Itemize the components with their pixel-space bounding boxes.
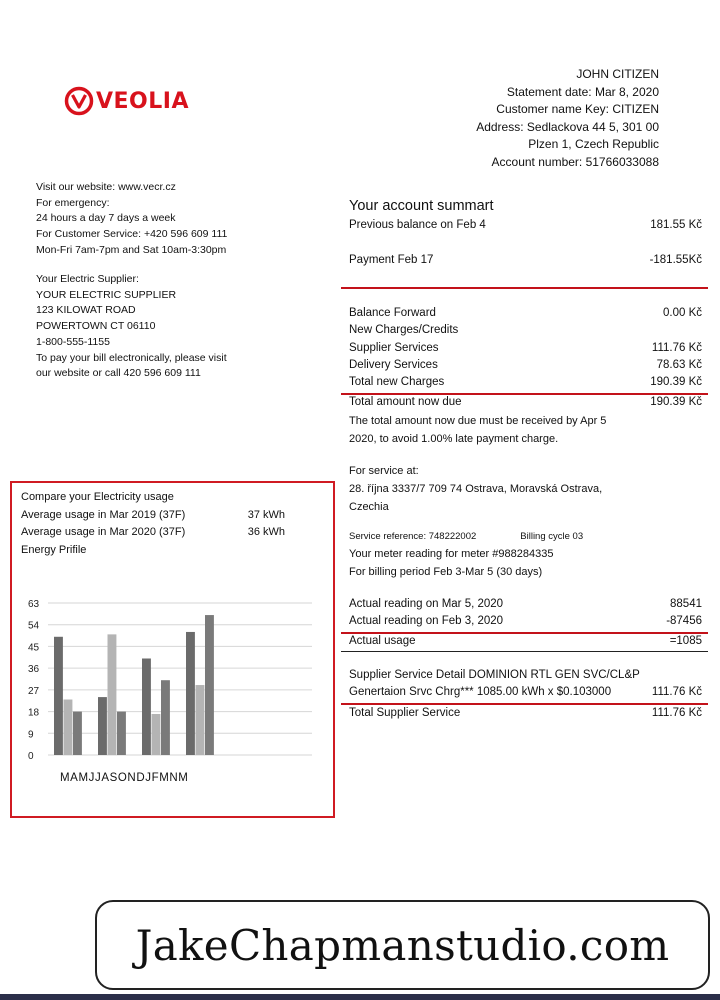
chart-y-tick-label: 45 [28,642,40,654]
due-note-line1: The total amount now due must be received by Apr 5 [349,415,607,427]
chart-bar [142,658,151,755]
chart-bar [152,714,161,755]
brand-name: VEOLIA [96,88,189,114]
balance-forward-value: 0.00 Kč [663,307,702,319]
supplier-city: POWERTOWN CT 06110 [36,320,156,333]
supplier-services-row [349,342,704,354]
billing-cycle: Billing cycle 03 [520,531,584,542]
reading-mar-value: 88541 [670,598,702,610]
delivery-services-row [349,359,704,371]
energy-profile-chart [12,583,333,783]
readings-divider [341,632,708,634]
chart-y-tick-label: 54 [28,620,40,632]
chart-bar [54,637,63,755]
supplier-detail-heading: Supplier Service Detail DOMINION RTL GEN SVC/CL&P [349,669,640,681]
avg-2020-value: 36 kWh [247,526,285,538]
chart-bar [161,680,170,755]
chart-y-tick-label: 0 [28,751,34,762]
chart-y-tick-label: 27 [28,685,40,697]
usage-text [21,489,285,559]
total-new-charges-value: 190.39 Kč [650,376,702,388]
generation-charge-label: Genertaion Srvc Chrg*** 1085.00 kWh x $0.103000 [349,686,612,698]
supplier-detail-heading-row [349,669,704,681]
total-due-value: 190.39 Kč [650,396,702,408]
supplier-info [36,272,227,382]
account-number: Account number: 51766033088 [491,154,659,169]
meter-reading-text: Your meter reading for meter #988284335 [349,548,554,560]
chart-bar [73,712,82,755]
billing-period-text: For billing period Feb 3-Mar 5 (30 days) [349,566,543,578]
energy-profile-label: Energy Prifile [21,543,87,556]
emergency-label: For emergency: [36,196,110,209]
total-supplier-label: Total Supplier Service [349,707,461,719]
actual-usage-row [349,635,704,647]
meter-info [349,545,704,581]
total-due-row [349,396,704,408]
new-charges-heading: New Charges/Credits [349,324,459,336]
supplier-name: YOUR ELECTRIC SUPPLIER [36,288,177,301]
veolia-logo [64,86,189,116]
usage-heading: Compare your Electricity usage [21,491,174,503]
service-address-line2: Czechia [349,501,389,513]
actual-usage-value: =1085 [669,635,702,647]
avg-2020-row [21,524,285,542]
total-supplier-row [349,707,704,719]
statement-date: Statement date: Mar 8, 2020 [506,84,659,99]
chart-x-category-labels: MAMJJASONDJFMNM [60,772,189,783]
payment-row [349,254,704,266]
watermark-box [95,900,710,990]
avg-2019-label: Average usage in Mar 2019 (37F) [21,508,186,521]
total-new-charges-row [349,376,704,388]
payment-value: -181.55Kč [649,254,702,266]
bottom-bar [0,994,720,1000]
chart-bar [205,615,214,755]
delivery-services-value: 78.63 Kč [656,359,702,371]
chart-y-tick-label: 36 [28,664,40,676]
reading-mar-label: Actual reading on Mar 5, 2020 [349,598,504,610]
balance-forward-label: Balance Forward [349,307,436,319]
reading-feb-row [349,615,704,627]
customer-info [476,66,659,171]
supplier-street: 123 KILOWAT ROAD [36,304,136,317]
pay-instruction-line1: To pay your bill electronically, please visit [36,351,227,364]
chart-bar [64,700,73,755]
watermark-text: JakeChapmanstudio.com [135,920,670,970]
generation-charge-value: 111.76 Kč [651,686,702,698]
due-note [349,412,704,448]
due-note-line2: 2020, to avoid 1.00% late payment charge. [349,433,559,445]
total-supplier-value: 111.76 Kč [651,707,702,719]
actual-usage-label: Actual usage [349,635,416,647]
chart-y-tick-label: 63 [28,599,40,610]
emergency-hours: 24 hours a day 7 days a week [36,212,176,225]
customer-address-line1: Address: Sedlackova 44 5, 301 00 [476,119,659,134]
reading-feb-label: Actual reading on Feb 3, 2020 [349,615,504,627]
reading-feb-value: -87456 [666,615,702,627]
avg-2020-label: Average usage in Mar 2020 (37F) [21,526,186,538]
customer-service-hours: Mon-Fri 7am-7pm and Sat 10am-3:30pm [36,243,227,256]
summary-divider-2 [341,393,708,395]
summary-divider-1 [341,287,708,289]
customer-name: JOHN CITIZEN [576,67,659,81]
service-reference-row [349,531,704,542]
balance-forward-row [349,307,704,319]
customer-address-line2: Plzen 1, Czech Republic [528,137,659,151]
supplier-services-value: 111.76 Kč [651,342,702,354]
chart-bar [108,634,117,755]
veolia-logo-icon [64,86,94,116]
service-address-line1: 28. října 3337/7 709 74 Ostrava, Moravská Ostrava, [349,483,603,495]
delivery-services-label: Delivery Services [349,359,438,371]
new-charges-heading-row [349,324,704,336]
pay-instruction-line2: our website or call 420 596 609 111 [36,367,201,380]
chart-bar [196,685,205,755]
avg-2019-row [21,507,285,525]
supplier-detail-divider [341,703,708,705]
customer-name-key: Customer name Key: CITIZEN [496,102,659,116]
payment-label: Payment Feb 17 [349,254,434,266]
total-new-charges-label: Total new Charges [349,376,445,388]
total-due-label: Total amount now due [349,396,462,408]
chart-y-tick-label: 18 [28,707,40,719]
customer-service-phone: For Customer Service: +420 596 609 111 [36,228,228,241]
website-text: Visit our website: www.vecr.cz [36,181,176,193]
generation-charge-row [349,686,704,698]
summary-title: Your account summart [349,198,494,214]
chart-bar [98,697,107,755]
previous-balance-label: Previous balance on Feb 4 [349,219,486,231]
supplier-services-label: Supplier Services [349,342,439,354]
previous-balance-value: 181.55 Kč [650,219,702,231]
chart-bar [117,712,126,755]
reading-mar-row [349,598,704,610]
supplier-heading: Your Electric Supplier: [36,273,139,285]
chart-y-tick-label: 9 [28,729,34,741]
service-reference: Service reference: 748222002 [349,531,477,542]
service-address-block [349,462,704,516]
supplier-phone: 1-800-555-1155 [36,335,110,348]
chart-bar [186,632,195,755]
avg-2019-value: 37 kWh [247,508,285,521]
usage-comparison-box [10,481,335,818]
contact-info [36,180,227,259]
usage-divider [341,651,708,652]
previous-balance-row [349,219,704,231]
service-heading: For service at: [349,465,419,477]
